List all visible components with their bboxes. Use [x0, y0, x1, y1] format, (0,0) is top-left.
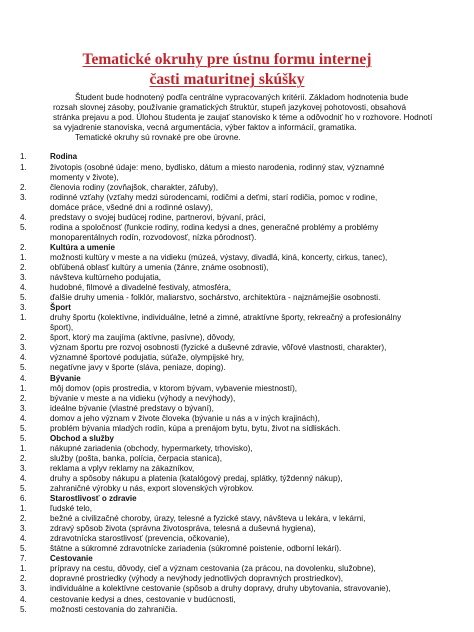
topic-item	[20, 343, 434, 353]
topic-heading	[20, 494, 434, 504]
item-text: významné športové podujatia, súťaže, olympijské hry,	[50, 353, 245, 363]
item-number: 4.	[20, 594, 27, 604]
intro-paragraph: Študent bude hodnotený podľa centrálne vypracovaných kritérií. Základom hodnotenia bude rozsah slovnej zásoby, používanie gramatických štruktúr, stupeň jazykovej pohotovosti, obsahová stránka prejavu a pod. Úlohou študenta je zaujať stanovisko k téme a odôvodniť ho v rozhovore. Hodnotí sa vyjadrenie stanoviska, vecná argumentácia, výber faktov a informácií, gramatika.	[53, 93, 433, 133]
item-number: 5.	[20, 293, 27, 303]
item-number: 4.	[20, 413, 27, 423]
topic-item	[20, 163, 434, 173]
item-text: zdravotnícka starostlivosť (prevencia, očkovanie),	[50, 534, 230, 544]
item-number: 3.	[20, 192, 27, 202]
item-text: možnosti cestovania do zahraničia.	[50, 604, 178, 614]
topic-item	[20, 424, 434, 434]
item-text: monoparentálnych rodín, rozvodovosť, nízka pôrodnosť).	[50, 232, 257, 242]
item-number: 1.	[20, 504, 27, 514]
topic-item	[20, 504, 434, 514]
item-text: ľudské telo,	[50, 504, 92, 514]
item-text: domáce práce, všedné dni a rodinné oslavy),	[50, 202, 213, 212]
item-number	[20, 233, 50, 243]
item-text: návšteva kultúrneho podujatia,	[50, 273, 162, 283]
topic-item	[20, 605, 434, 615]
item-number: 5.	[20, 484, 27, 494]
topic-item	[20, 183, 434, 193]
item-number: 3.	[20, 273, 27, 283]
item-text: dopravné prostriedky (výhody a nevýhody jednotlivých dopravných prostriedkov),	[50, 574, 344, 584]
item-number: 3.	[20, 303, 27, 313]
topic-heading	[20, 374, 434, 384]
item-text: rodina a spoločnosť (funkcie rodiny, rodina kedysi a dnes, generačné problémy a problémy	[50, 222, 379, 232]
topic-item	[20, 283, 434, 293]
topic-item	[20, 384, 434, 394]
item-text: druhy športu (kolektívne, individuálne, letné a zimné, atraktívne športy, rekreačný a profesionálny	[50, 313, 402, 323]
item-number: 4.	[20, 373, 27, 383]
item-text: ďalšie druhy umenia - folklór, maliarstvo, sochárstvo, architektúra - najznámejšie osobnosti.	[50, 293, 381, 303]
intro-section	[53, 93, 434, 143]
item-number: 2.	[20, 262, 27, 272]
item-number: 1.	[20, 383, 27, 393]
intro-note: Tematické okruhy sú rovnaké pre obe úrovne.	[75, 133, 241, 143]
heading-text: Cestovanie	[50, 554, 93, 564]
item-number: 2.	[20, 574, 27, 584]
topic-item	[20, 484, 434, 494]
item-text: môj domov (opis prostredia, v ktorom bývam, vybavenie miestností),	[50, 383, 298, 393]
item-number: 1.	[20, 443, 27, 453]
item-text: druhy a spôsoby nákupu a platenia (katalógový predaj, splátky, týždenný nákup),	[50, 473, 343, 483]
heading-text: Kultúra a umenie	[50, 242, 115, 252]
item-number: 2.	[20, 333, 27, 343]
item-text: nákupné zariadenia (obchody, hypermarkety, trhovisko),	[50, 443, 253, 453]
item-number: 2.	[20, 393, 27, 403]
topic-item	[20, 323, 434, 333]
item-text: význam športu pre rozvoj osobnosti (fyzické a duševné zdravie, vôľové vlastnosti, charakter),	[50, 343, 387, 353]
item-number: 1.	[20, 313, 27, 323]
topic-item	[20, 524, 434, 534]
topic-heading	[20, 434, 434, 444]
topic-heading	[20, 554, 434, 564]
item-text: bývanie v meste a na vidieku (výhody a nevýhody),	[50, 393, 236, 403]
item-text: momenty v živote),	[50, 172, 119, 182]
item-number: 4.	[20, 353, 27, 363]
item-number: 5.	[20, 423, 27, 433]
item-number: 5.	[20, 222, 27, 232]
topic-item	[20, 464, 434, 474]
item-number: 2.	[20, 514, 27, 524]
item-number: 4.	[20, 212, 27, 222]
item-number	[20, 173, 50, 183]
topic-item	[20, 233, 434, 243]
item-text: štátne a súkromné zdravotnícke zariadenia (súkromné poistenie, odborní lekári).	[50, 544, 342, 554]
item-number: 5.	[20, 544, 27, 554]
item-number: 2.	[20, 242, 27, 252]
topic-item	[20, 444, 434, 454]
item-number: 5.	[20, 433, 27, 443]
topic-item	[20, 223, 434, 233]
topic-item	[20, 544, 434, 554]
topic-item	[20, 273, 434, 283]
item-text: predstavy o svojej budúcej rodine, partnerovi, bývaní, práci,	[50, 212, 266, 222]
heading-text: Rodina	[50, 152, 78, 162]
title-line-2: časti maturitnej skúšky	[149, 71, 305, 88]
heading-text: Obchod a služby	[50, 433, 115, 443]
heading-text: Šport	[50, 303, 71, 313]
item-text: obľúbená oblasť kultúry a umenia (žánre, známe osobnosti),	[50, 262, 269, 272]
topic-item	[20, 414, 434, 424]
topic-item	[20, 263, 434, 273]
item-number: 3.	[20, 463, 27, 473]
item-text: reklama a vplyv reklamy na zákazníkov,	[50, 463, 195, 473]
item-text: problém bývania mladých rodín, kúpa a prenájom bytu, bytu, život na sídliskách.	[50, 423, 341, 433]
topic-item	[20, 564, 434, 574]
topic-item	[20, 534, 434, 544]
topic-item	[20, 474, 434, 484]
topic-item	[20, 363, 434, 373]
topic-heading	[20, 243, 434, 253]
item-number: 3.	[20, 403, 27, 413]
item-number: 3.	[20, 343, 27, 353]
item-number: 4.	[20, 473, 27, 483]
title-line-1: Tematické okruhy pre ústnu formu internej	[82, 51, 372, 68]
topic-item	[20, 394, 434, 404]
item-number: 2.	[20, 182, 27, 192]
item-text: služby (pošta, banka, polícia, čerpacia stanica),	[50, 453, 223, 463]
topic-item	[20, 595, 434, 605]
item-text: hudobné, filmové a divadelné festivaly, atmosféra,	[50, 283, 231, 293]
item-number: 1.	[20, 564, 27, 574]
topic-list	[20, 152, 434, 614]
item-number	[20, 323, 50, 333]
item-number: 5.	[20, 363, 27, 373]
item-number: 2.	[20, 453, 27, 463]
item-text: bežné a civilizačné choroby, úrazy, telesné a fyzické stavy, návšteva u lekára, v lekárni,	[50, 514, 366, 524]
topic-item	[20, 514, 434, 524]
item-number: 5.	[20, 604, 27, 614]
item-text: individuálne a kolektívne cestovanie (spôsob a druhy dopravy, druhy ubytovania, stravovanie),	[50, 584, 391, 594]
topic-item	[20, 253, 434, 263]
topic-item	[20, 574, 434, 584]
item-text: cestovanie kedysi a dnes, cestovanie v budúcnosti,	[50, 594, 236, 604]
topic-item	[20, 213, 434, 223]
item-text: šport, ktorý ma zaujíma (aktívne, pasívne), dôvody,	[50, 333, 236, 343]
item-text: domov a jeho význam v živote človeka (bývanie u nás a v iných krajinách),	[50, 413, 320, 423]
item-number: 1.	[20, 162, 27, 172]
item-text: prípravy na cestu, dôvody, cieľ a význam cestovania (za prácou, na dovolenku, služobne),	[50, 564, 376, 574]
topic-item	[20, 173, 434, 183]
item-text: ideálne bývanie (vlastné predstavy o bývaní),	[50, 403, 214, 413]
topic-item	[20, 584, 434, 594]
topic-item	[20, 313, 434, 323]
item-number: 4.	[20, 283, 27, 293]
topic-item	[20, 353, 434, 363]
item-number: 1.	[20, 252, 27, 262]
topic-item	[20, 454, 434, 464]
topic-heading	[20, 152, 434, 162]
item-text: zahraničné výrobky u nás, export slovenských výrobkov.	[50, 484, 254, 494]
document-title	[20, 0, 434, 90]
item-text: zdravý spôsob života (správna životospráva, telesná a duševná hygiena),	[50, 524, 316, 534]
item-text: negatívne javy v športe (sláva, peniaze, doping).	[50, 363, 226, 373]
item-number	[20, 203, 50, 213]
item-number: 6.	[20, 494, 27, 504]
item-text: možnosti kultúry v meste a na vidieku (múzeá, výstavy, divadlá, kiná, koncerty, cirkus, tanec),	[50, 252, 388, 262]
topic-item	[20, 203, 434, 213]
item-number: 7.	[20, 554, 27, 564]
item-number: 4.	[20, 534, 27, 544]
topic-item	[20, 193, 434, 203]
item-text: členovia rodiny (zovňajšok, charakter, záľuby),	[50, 182, 219, 192]
item-text: rodinné vzťahy (vzťahy medzi súrodencami, rodičmi a deťmi, starí rodičia, pomoc v rodine,	[50, 192, 378, 202]
item-text: šport),	[50, 323, 74, 333]
heading-text: Starostlivosť o zdravie	[50, 494, 137, 504]
topic-item	[20, 293, 434, 303]
item-number: 3.	[20, 584, 27, 594]
item-number: 3.	[20, 524, 27, 534]
topic-item	[20, 333, 434, 343]
topic-heading	[20, 303, 434, 313]
item-number: 1.	[20, 152, 27, 162]
heading-text: Bývanie	[50, 373, 81, 383]
item-text: životopis (osobné údaje: meno, bydlisko, dátum a miesto narodenia, rodinný stav, významné	[50, 162, 385, 172]
topic-item	[20, 404, 434, 414]
